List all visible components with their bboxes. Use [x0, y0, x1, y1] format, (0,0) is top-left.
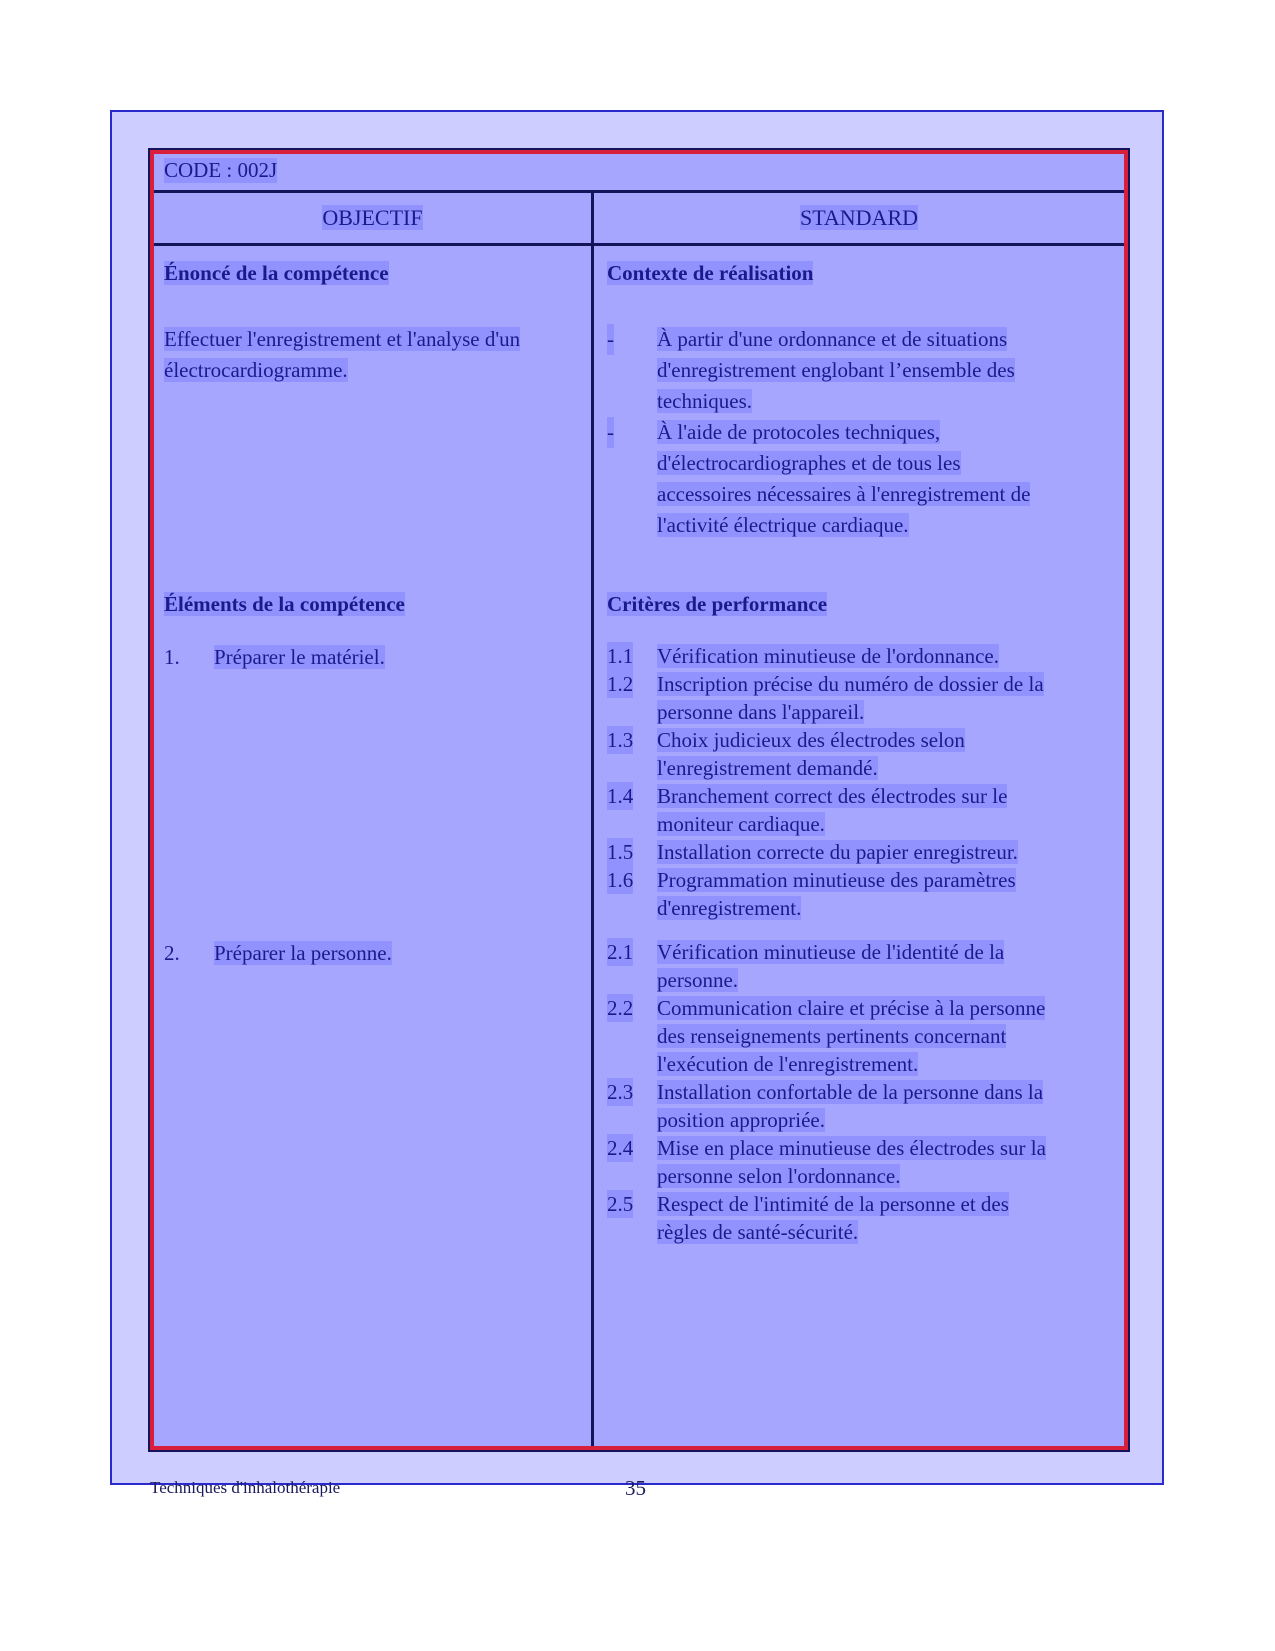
column-divider — [591, 193, 594, 1446]
elements-title: Éléments de la compétence — [164, 592, 405, 616]
criteres-group-1 — [607, 642, 1057, 922]
contexte-text: À l'aide de protocoles techniques, d'électrocardiographes et de tous les accessoires nécessaires à l'enregistrement de l'activité électrique cardiaque. — [657, 420, 1031, 537]
element-item-2-wrap — [164, 938, 584, 969]
critere-text: Mise en place minutieuse des électrodes sur la personne selon l'ordonnance. — [657, 1136, 1046, 1188]
contexte-item — [607, 324, 1057, 417]
contexte-item — [607, 417, 1057, 541]
critere-text: Branchement correct des électrodes sur le moniteur cardiaque. — [657, 784, 1008, 836]
contexte-section — [607, 258, 1107, 541]
critere-num: 1.4 — [607, 784, 634, 808]
critere-text: Respect de l'intimité de la personne et des règles de santé-sécurité. — [657, 1192, 1009, 1244]
elements-section — [164, 589, 584, 673]
critere-item — [607, 782, 1057, 838]
critere-num: 2.1 — [607, 940, 634, 964]
enonce-text: Effectuer l'enregistrement et l'analyse d'un électrocardiogramme. — [164, 327, 521, 382]
critere-text: Installation confortable de la personne dans la position appropriée. — [657, 1080, 1044, 1132]
element-text-1: Préparer le matériel. — [214, 645, 385, 669]
code-row — [154, 154, 1124, 193]
contexte-text: À partir d'une ordonnance et de situations d'enregistrement englobant l’ensemble des techniques. — [657, 327, 1015, 413]
criteres-title: Critères de performance — [607, 592, 828, 616]
enonce-section — [164, 258, 584, 386]
element-item-2 — [164, 938, 584, 969]
contexte-num: - — [607, 417, 614, 448]
page-number: 35 — [625, 1476, 646, 1500]
critere-text: Inscription précise du numéro de dossier de la personne dans l'appareil. — [657, 672, 1044, 724]
criteres-group-2 — [607, 938, 1057, 1246]
element-num-1: 1. — [164, 645, 180, 669]
element-num-2: 2. — [164, 941, 180, 965]
critere-item — [607, 994, 1057, 1078]
critere-num: 2.5 — [607, 1192, 634, 1216]
criteres-group-2-wrap — [607, 938, 1107, 1246]
critere-num: 1.3 — [607, 728, 634, 752]
critere-item — [607, 1078, 1057, 1134]
header-objectif: OBJECTIF — [322, 205, 423, 230]
footer-title: Techniques d'inhalothérapie — [150, 1478, 341, 1497]
critere-num: 1.1 — [607, 644, 634, 668]
header-row — [154, 193, 1124, 246]
enonce-title: Énoncé de la compétence — [164, 261, 389, 285]
critere-item — [607, 726, 1057, 782]
critere-text: Vérification minutieuse de l'identité de la personne. — [657, 940, 1005, 992]
critere-item — [607, 866, 1057, 922]
critere-num: 1.2 — [607, 672, 634, 696]
critere-text: Installation correcte du papier enregistreur. — [657, 840, 1018, 864]
criteres-section — [607, 589, 1107, 922]
critere-num: 2.4 — [607, 1136, 634, 1160]
critere-num: 2.3 — [607, 1080, 634, 1104]
critere-text: Vérification minutieuse de l'ordonnance. — [657, 644, 999, 668]
element-text-2: Préparer la personne. — [214, 941, 392, 965]
critere-item — [607, 670, 1057, 726]
contexte-title: Contexte de réalisation — [607, 261, 814, 285]
competency-table — [150, 150, 1128, 1450]
critere-item — [607, 838, 1057, 866]
critere-item — [607, 938, 1057, 994]
critere-text: Programmation minutieuse des paramètres d'enregistrement. — [657, 868, 1016, 920]
element-item-1 — [164, 642, 584, 673]
critere-num: 1.5 — [607, 840, 634, 864]
critere-item — [607, 1134, 1057, 1190]
critere-num: 2.2 — [607, 996, 634, 1020]
critere-num: 1.6 — [607, 868, 634, 892]
contexte-list — [607, 324, 1057, 541]
critere-item — [607, 1190, 1057, 1246]
critere-item — [607, 642, 1057, 670]
critere-text: Choix judicieux des électrodes selon l'enregistrement demandé. — [657, 728, 965, 780]
header-standard: STANDARD — [799, 205, 919, 230]
contexte-num: - — [607, 324, 614, 355]
page-footer — [150, 1476, 646, 1500]
critere-text: Communication claire et précise à la personne des renseignements pertinents concernant l'exécution de l'enregistrement. — [657, 996, 1046, 1076]
code-label: CODE : 002J — [164, 158, 278, 182]
